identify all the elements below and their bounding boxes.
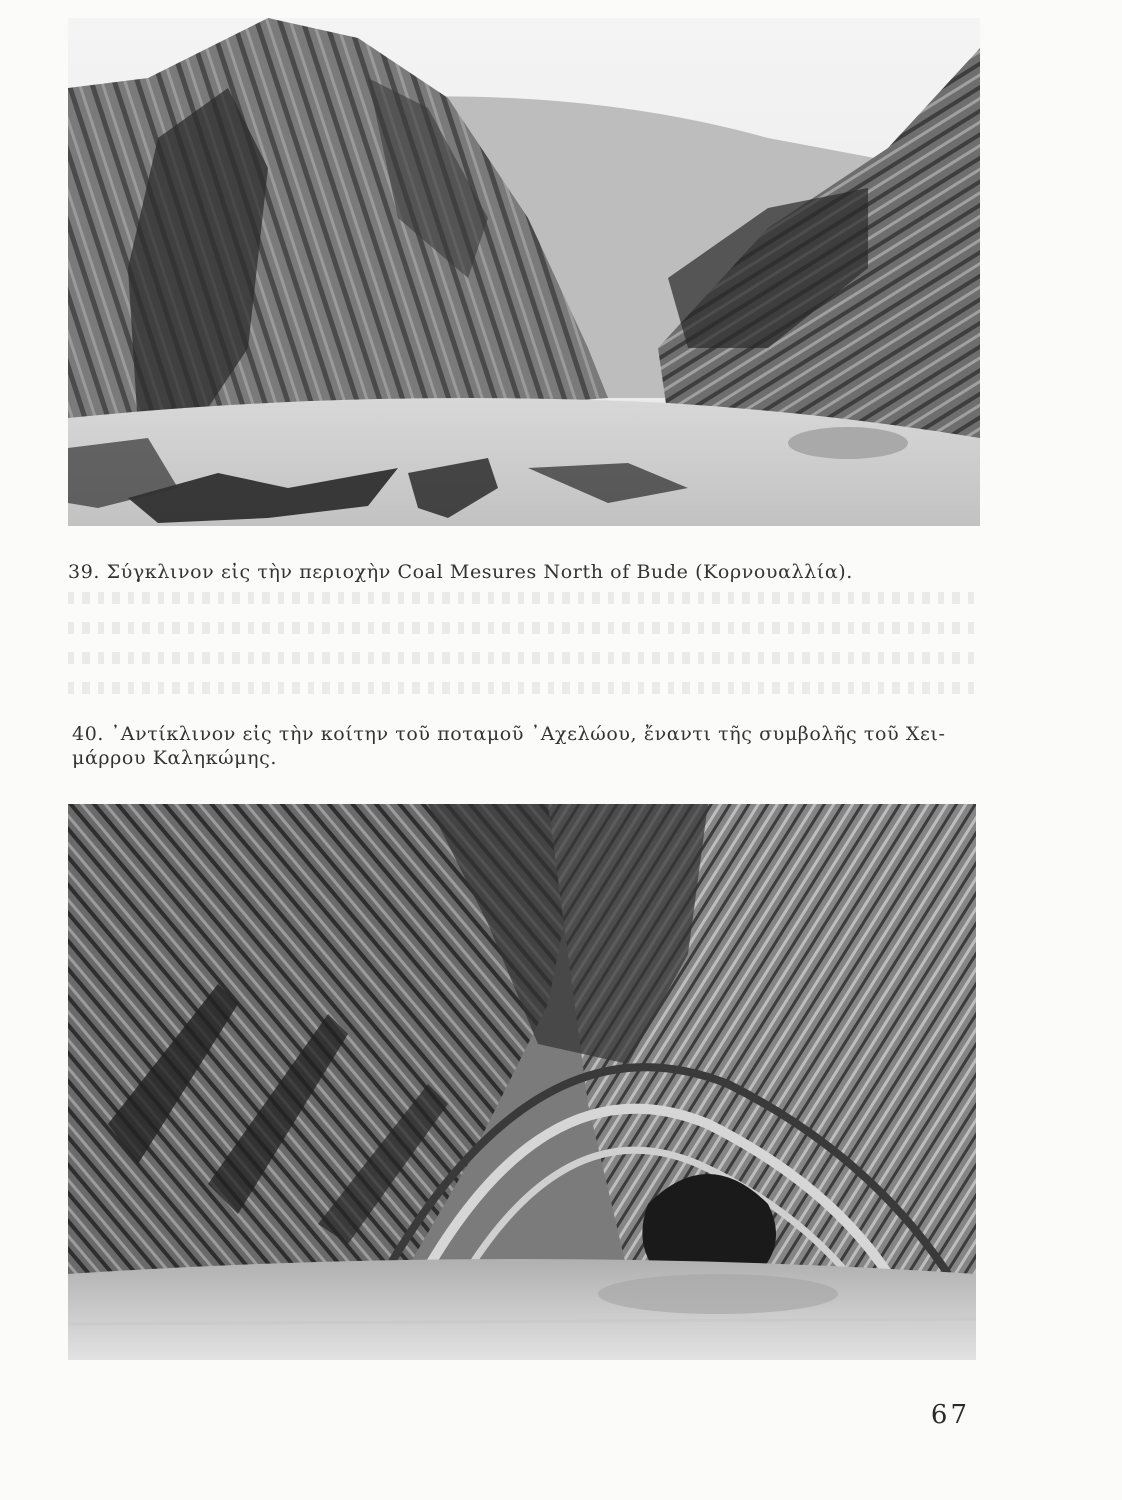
figure-39-caption — [68, 560, 968, 584]
figure-40-caption-line-1 — [72, 722, 982, 746]
syncline-photograph — [68, 18, 980, 526]
figure-40-text-line-2: μάρρου Καληκώμης. — [72, 747, 277, 769]
figure-40-text-line-1: ᾿Αντίκλινον εἰς τὴν κοίτην τοῦ ποταμοῦ ᾿Αχελώου, ἔναντι τῆς συμβολῆς τοῦ Χει- — [110, 723, 946, 745]
anticline-photo-drawing — [68, 804, 976, 1360]
show-through-line — [68, 622, 980, 634]
show-through-line — [68, 592, 980, 604]
figure-39-number: 39. — [68, 561, 101, 583]
anticline-photograph — [68, 804, 976, 1360]
page-number: 67 — [930, 1400, 970, 1430]
figure-40-number: 40. — [72, 723, 105, 745]
show-through-line — [68, 682, 980, 694]
syncline-photo-drawing — [68, 18, 980, 526]
figure-39-text: Σύγκλινον εἰς τὴν περιοχὴν Coal Mesures North of Bude (Κορνουαλλία). — [106, 561, 853, 583]
show-through-line — [68, 652, 980, 664]
figure-40-caption — [72, 722, 982, 770]
